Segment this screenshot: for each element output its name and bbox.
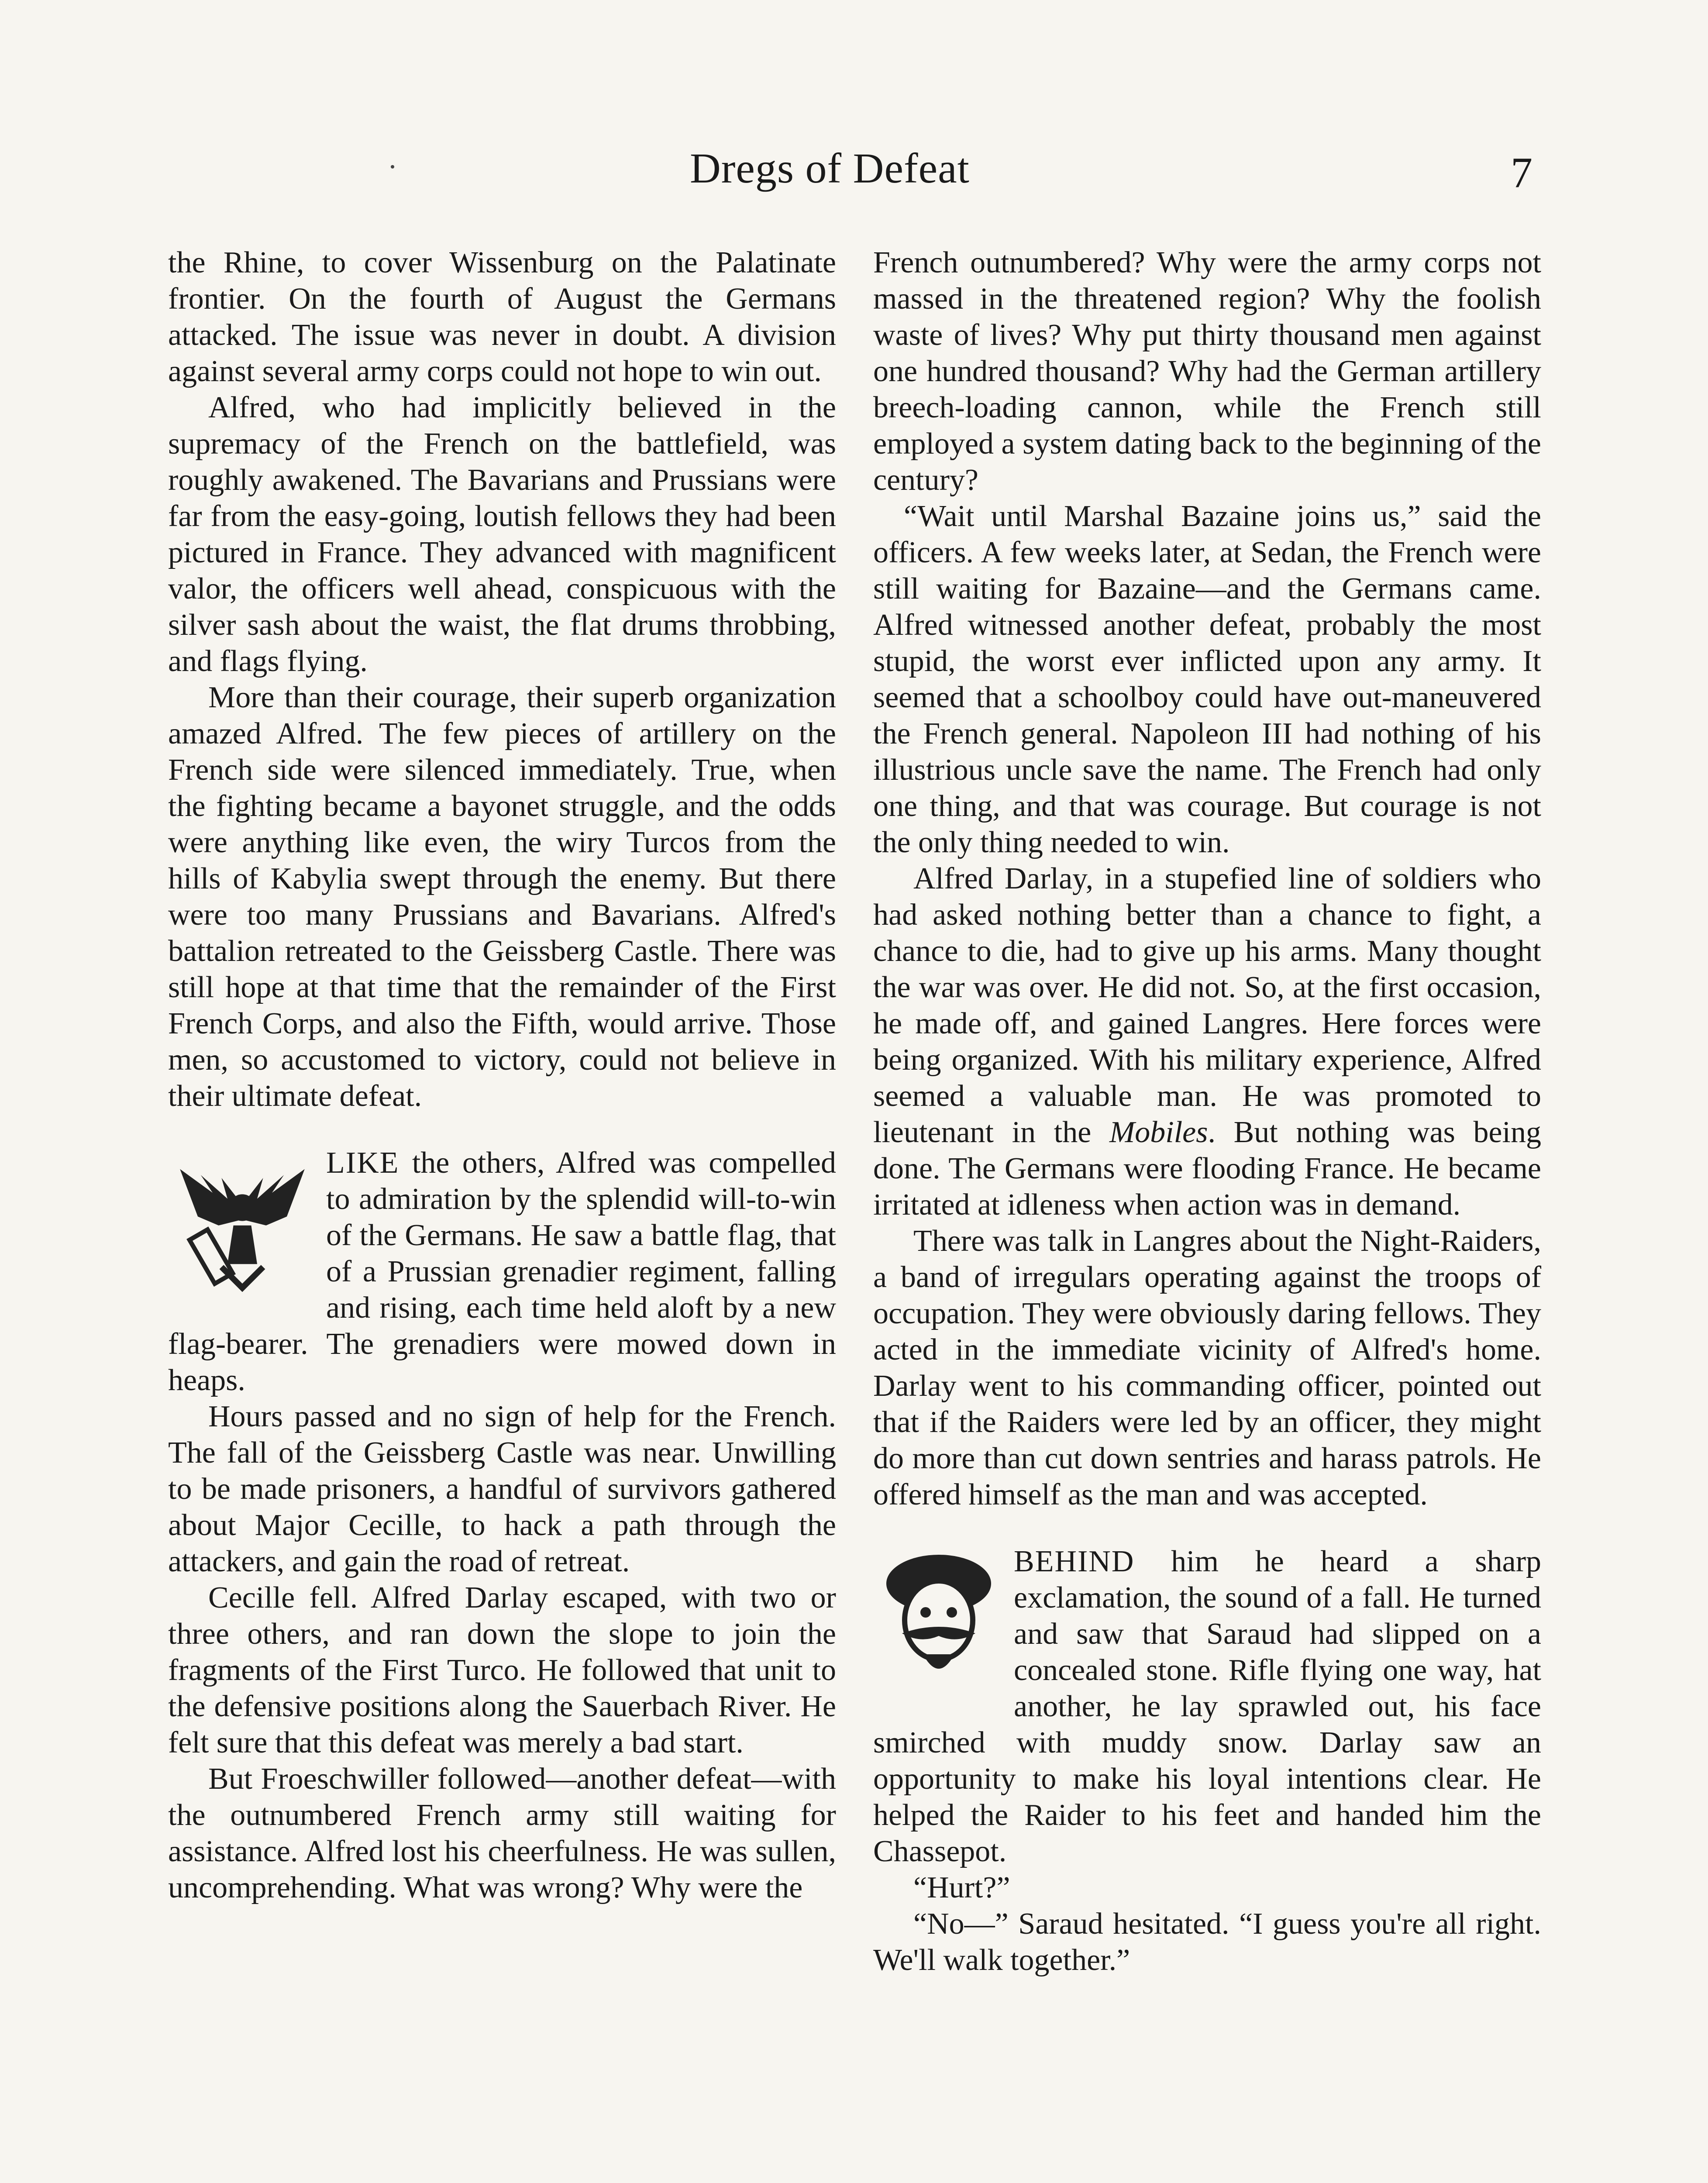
print-speck bbox=[391, 165, 394, 169]
paragraph: “No—” Saraud hesitated. “I guess you're all right. We'll walk together.” bbox=[873, 1907, 1541, 1977]
page-number: 7 bbox=[1511, 148, 1532, 197]
paragraph-text: Alfred Darlay, in a stupefied line of soldiers who had asked nothing better than a chance to fight, a chance to die, had to give up his arms. Many thought the war was over. He did not. So, at the first occasion, he made off, and gained Langres. Here forces were being organized. With his military experience, Alfred seemed a valuable man. He was promoted to lieutenant in the bbox=[873, 862, 1541, 1149]
paragraph-text: . But nothing was being done. The Germans were flooding France. He became irritated at idleness when action was in demand. bbox=[873, 1116, 1541, 1222]
paragraph: the Rhine, to cover Wissenburg on the Palatinate frontier. On the fourth of August the Germans attacked. The issue was never in doubt. A division against several army corps could not hope to win out. bbox=[168, 246, 836, 388]
paragraph: Hours passed and no sign of help for the French. The fall of the Geissberg Castle was near. Unwilling to be made prisoners, a handful of survivors gathered about Major Cecille, to hack a path through the attackers, and gain the road of retreat. bbox=[168, 1400, 836, 1578]
eagle-ornament-icon bbox=[168, 1148, 317, 1297]
running-title: Dregs of Defeat bbox=[690, 145, 970, 192]
paragraph: There was talk in Langres about the Night-Raiders, a band of irregulars operating against the troops of occupation. They were obviously daring fellows. They acted in the immediate vicinity of Alfred's home. Darlay went to his commanding officer, pointed out that if the Raiders were led by an officer, they might do more than cut down sentries and harass patrols. He offered himself as the man and was accepted. bbox=[873, 1224, 1541, 1512]
paragraph: French outnumbered? Why were the army corps not massed in the threatened region? Why the foolish waste of lives? Why put thirty thousand men against one hundred thousand? Why had the German artillery breech-loading cannon, while the French still employed a system dating back to the beginning of the century? bbox=[873, 246, 1541, 497]
paragraph: Cecille fell. Alfred Darlay escaped, with two or three others, and ran down the slope to join the fragments of the First Turco. He followed that unit to the defensive positions along the Sauerbach River. He felt sure that this defeat was merely a bad start. bbox=[168, 1581, 836, 1759]
paragraph: “Wait until Marshal Bazaine joins us,” said the officers. A few weeks later, at Sedan, the French were still waiting for Bazaine—and the Germans came. Alfred witnessed another defeat, probably the most stupid, the worst ever inflicted upon any army. It seemed that a schoolboy could have out-maneuvered the French general. Napoleon III had nothing of his illustrious uncle save the name. The French had only one thing, and that was courage. But courage is not the only thing needed to win. bbox=[873, 499, 1541, 859]
mustached-face-ornament-icon bbox=[873, 1547, 1004, 1691]
paragraph: More than their courage, their superb organization amazed Alfred. The few pieces of artillery on the French side were silenced immediately. True, when the fighting became a bayonet struggle, and the odds were anything like even, the wiry Turcos from the hills of Kabylia swept through the enemy. But there were too many Prussians and Bavarians. Alfred's battalion retreated to the Geissberg Castle. There was still hope at that time that the remainder of the First French Corps, and also the Fifth, would arrive. Those men, so accustomed to victory, could not believe in their ultimate defeat. bbox=[168, 681, 836, 1113]
section-paragraph bbox=[873, 1543, 1541, 1870]
right-column bbox=[873, 244, 1541, 2183]
section-text: the others, Alfred was compelled to admiration by the splendid will-to-win of the Germans. He saw a battle flag, that of a Prussian grenadier regiment, falling and rising, each time held aloft by a new flag-bearer. The grenadiers were mowed down in heaps. bbox=[168, 1146, 836, 1397]
left-column bbox=[168, 244, 836, 2183]
paragraph: Alfred, who had implicitly believed in the supremacy of the French on the battlefield, was roughly awakened. The Bavarians and Prussians were far from the easy-going, loutish fellows they had been pictured in France. They advanced with magnificent valor, the officers well ahead, conspicuous with the silver sash about the waist, the flat drums throbbing, and flags flying. bbox=[168, 391, 836, 678]
italic-term: Mobiles bbox=[1109, 1116, 1208, 1149]
paragraph bbox=[873, 861, 1541, 1223]
paragraph: But Froeschwiller followed—another defeat—with the outnumbered French army still waiting for assistance. Alfred lost his cheerfulness. He was sullen, uncomprehending. What was wrong? Why were the bbox=[168, 1762, 836, 1904]
section-text: him he heard a sharp exclamation, the sound of a fall. He turned and saw that Saraud had slipped on a concealed stone. Rifle flying one way, hat another, he lay sprawled out, his face smirched with muddy snow. Darlay saw an opportunity to make his loyal intentions clear. He helped the Raider to his feet and handed him the Chassepot. bbox=[873, 1545, 1542, 1868]
section-lead-word: BEHIND bbox=[1014, 1545, 1135, 1578]
page-header bbox=[0, 144, 1708, 210]
paragraph: “Hurt?” bbox=[913, 1871, 1010, 1904]
section-lead-word: LIKE bbox=[326, 1146, 399, 1180]
section-paragraph bbox=[168, 1145, 836, 1398]
